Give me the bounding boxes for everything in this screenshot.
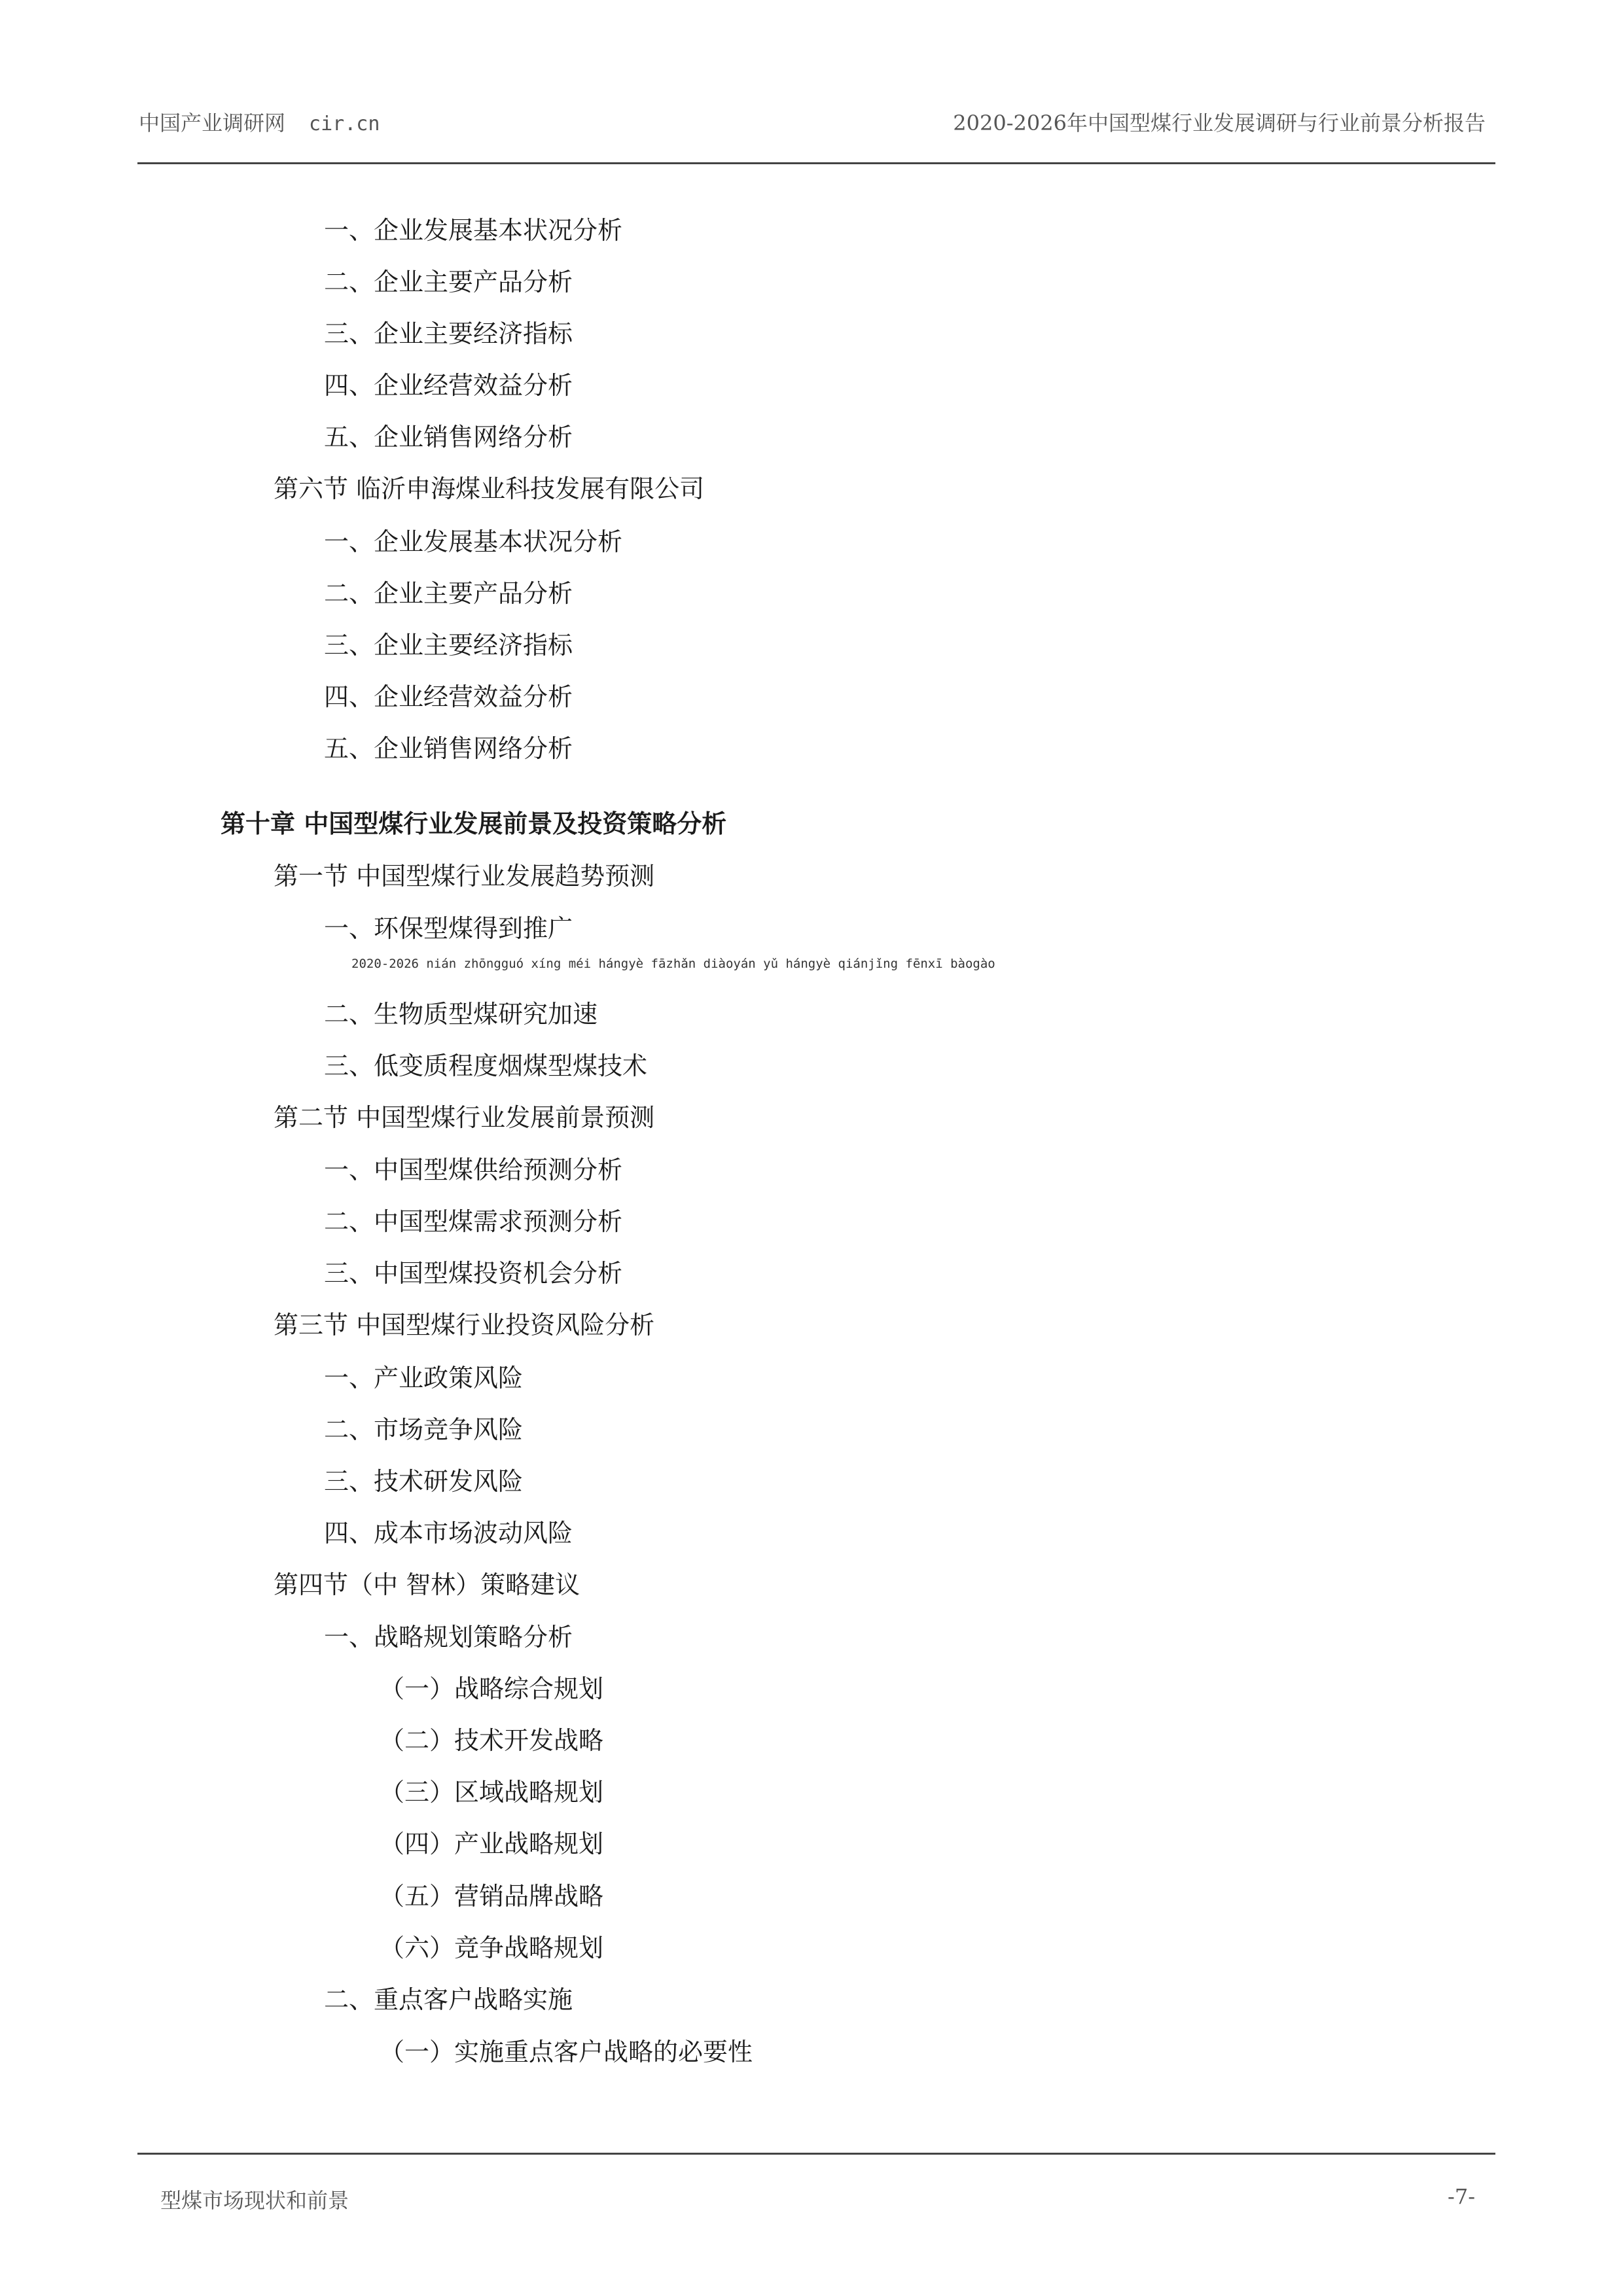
toc-item: 五、企业销售网络分析 <box>324 423 573 451</box>
toc-item: 二、中国型煤需求预测分析 <box>324 1207 623 1236</box>
toc-item: 三、中国型煤投资机会分析 <box>324 1259 623 1288</box>
toc-item: 三、企业主要经济指标 <box>324 631 573 660</box>
toc-section: 第二节 中国型煤行业发展前景预测 <box>274 1103 655 1132</box>
toc-item: 二、企业主要产品分析 <box>324 579 573 608</box>
toc-chapter: 第十章 中国型煤行业发展前景及投资策略分析 <box>221 809 727 838</box>
toc-section: 第四节（中 智林）策略建议 <box>274 1570 580 1599</box>
site-name: 中国产业调研网 <box>139 111 286 135</box>
site-url[interactable]: cir.cn <box>309 113 380 135</box>
footer-subject: 型煤市场现状和前景 <box>160 2188 349 2213</box>
toc-item: 一、战略规划策略分析 <box>324 1623 573 1651</box>
toc-item: 五、企业销售网络分析 <box>324 734 573 763</box>
toc-subitem: （五）营销品牌战略 <box>380 1882 604 1911</box>
toc-item: 一、企业发展基本状况分析 <box>324 527 623 556</box>
page-number: -7- <box>1448 2184 1475 2209</box>
toc-subitem: （一）实施重点客户战略的必要性 <box>380 2038 753 2066</box>
toc-item: 三、技术研发风险 <box>324 1467 524 1496</box>
toc-item: 一、环保型煤得到推广 <box>324 914 573 943</box>
toc-item: 二、市场竞争风险 <box>324 1415 524 1444</box>
toc-subitem: （四）产业战略规划 <box>380 1829 604 1858</box>
toc-subitem: （六）竞争战略规划 <box>380 1934 604 1962</box>
toc-section: 第一节 中国型煤行业发展趋势预测 <box>274 862 655 891</box>
toc-section: 第三节 中国型煤行业投资风险分析 <box>274 1311 655 1339</box>
toc-item: 一、中国型煤供给预测分析 <box>324 1156 623 1184</box>
toc-subitem: （三）区域战略规划 <box>380 1778 604 1807</box>
pinyin-line: 2020-2026 nián zhōngguó xíng méi hángyè fāzhǎn diàoyán yǔ hángyè qiánjǐng fēnxī bàogào <box>351 957 995 971</box>
toc-item: 四、成本市场波动风险 <box>324 1519 573 1547</box>
toc-item: 四、企业经营效益分析 <box>324 371 573 400</box>
footer-divider <box>137 2153 1495 2155</box>
toc-item: 四、企业经营效益分析 <box>324 682 573 711</box>
toc-subitem: （二）技术开发战略 <box>380 1726 604 1755</box>
toc-item: 二、企业主要产品分析 <box>324 268 573 296</box>
toc-item: 一、产业政策风险 <box>324 1364 524 1392</box>
toc-item: 二、生物质型煤研究加速 <box>324 1000 598 1029</box>
toc-item: 三、低变质程度烟煤型煤技术 <box>324 1051 648 1080</box>
toc-item: 一、企业发展基本状况分析 <box>324 216 623 245</box>
toc-item: 二、重点客户战略实施 <box>324 1985 573 2014</box>
report-title: 2020-2026年中国型煤行业发展调研与行业前景分析报告 <box>953 111 1486 135</box>
toc-section: 第六节 临沂申海煤业科技发展有限公司 <box>274 474 705 503</box>
toc-subitem: （一）战略综合规划 <box>380 1674 604 1703</box>
toc-item: 三、企业主要经济指标 <box>324 319 573 348</box>
